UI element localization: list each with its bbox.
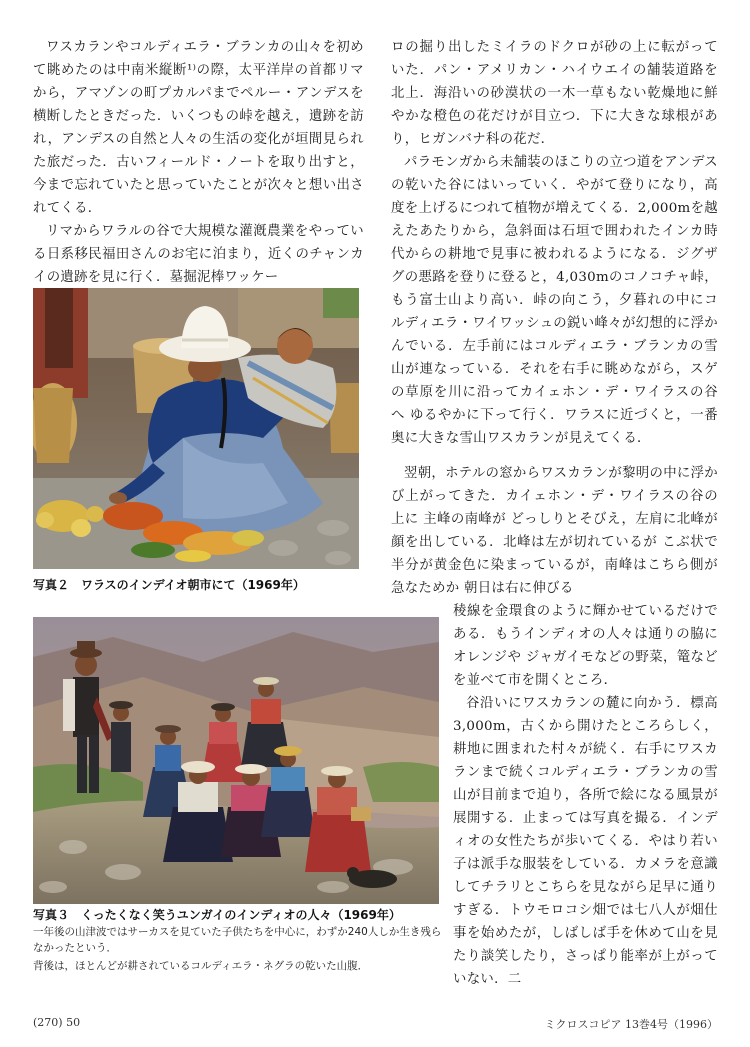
photo-3-caption-note-2: 背後は，ほとんどが耕されているコルディエラ・ネグラの乾いた山腹． [33,960,369,972]
right-paragraph-3: 翌朝，ホテルの窓からワスカランが黎明の中に浮かび上がってきた．カイェホン・デ・ワイラスの谷の上に 主峰の南峰が どっしりとそびえ，左肩に北峰が顔を出している．北峰は左が切れているが こぶ状で 半分が黄金色に染まっているが，南峰はこちら側が急なためか 朝日は右に伸びる [391,466,718,596]
left-paragraph-2: リマからワラルの谷で大規模な灌漑農業をやっている日系移民福田さんのお宅に泊まり，近くのチャンカイの遺跡を見に行く．墓掘泥棒ワッケー [33,224,364,285]
photo-3-yungay-people [33,617,439,904]
photo-2-market [33,288,359,569]
photo-2-caption: 写真２ ワラスのインデイオ朝市にて（1969年） [33,578,305,592]
right-paragraph-4: 谷沿いにワスカランの麓に向かう．標高 3,000m，古くから開けたところらしく，耕地に囲まれた村々が続く．右手にワスカランまで続くコルディエラ・ブランカの雪山が目前まで迫り，各所で絵になる風景が展開する．止まっては写真を撮る．インディオの女性たちが歩いてくる．やはり若い子は派手な服装をしている．カメラを意識してチラリとこちらを見ながら足早に通りすぎる．トウモロコシ畑では七八人が畑仕事を始めたが，しばしば手を休めて山を見たり談笑したり，さっぱり能率が上がっていない．二 [453,696,718,987]
photo-3-caption-note-1: 一年後の山津波ではサーカスを見ていた子供たちを中心に，わずか240人しか生き残らなかったという． [33,926,442,954]
page-number: (270) 50 [33,1016,81,1029]
journal-citation: ミクロスコピア 13巻4号（1996） [544,1018,718,1031]
photo-3-caption: 写真３ くったくなく笑うユンガイのインディオの人々（1969年） [33,908,401,922]
right-paragraph-3-continued: 稜線を金環食のように輝かせているだけである．もうインディオの人々は通りの脇に オレンジや ジャガイモなどの野菜，篭などを並べて市を開くところ． [453,604,718,688]
right-paragraph-2: パラモンガから未舗装のほこりの立つ道をアンデスの乾いた谷にはいっていく．やがて登りになり，高度を上げるにつれて植物が増えてくる．2,000mを越えたあたりから，急斜面は石垣で囲われたインカ時代からの耕地で見事に被われるようになる．ジグザグの悪路を登りに登ると，4,030mのコノコチャ峠，もう富士山より高い．峠の向こう，夕暮れの中にコルディエラ・ワイワッシュの鋭い峰々が幻想的に浮かんでいる．左手前にはコルディエラ・ブランカの雪山が連なっている．それを右手に眺めながら，スゲの草原を川に沿ってカイェホン・デ・ワイラスの谷へ ゆるやかに下って行く．ワラスに近づくと，一番奥に大きな雪山ワスカランが見えてくる． [391,155,718,446]
right-paragraph-1: ロの掘り出したミイラのドクロが砂の上に転がっていた．パン・アメリカン・ハイウエイの舗装道路を北上．海沿いの砂漠状の一木一草もない乾燥地に鮮やかな橙色の花だけが目立つ．下に大きな球根があり，ヒガンバナ科の花だ． [391,40,718,147]
left-paragraph-1: ワスカランやコルディエラ・ブランカの山々を初めて眺めたのは中南米縦断¹⁾の際，太平洋岸の首都リマから，アマゾンの町プカルパまでペルー・アンデスを横断したときだった．いくつもの峠を越え，遺跡を訪れ，アンデスの自然と人々の生活の変化が垣間見られた旅だった．古いフィールド・ノートを取り出すと，今まで忘れていたと思っていたことが次々と想い出されてくる． [33,40,364,216]
